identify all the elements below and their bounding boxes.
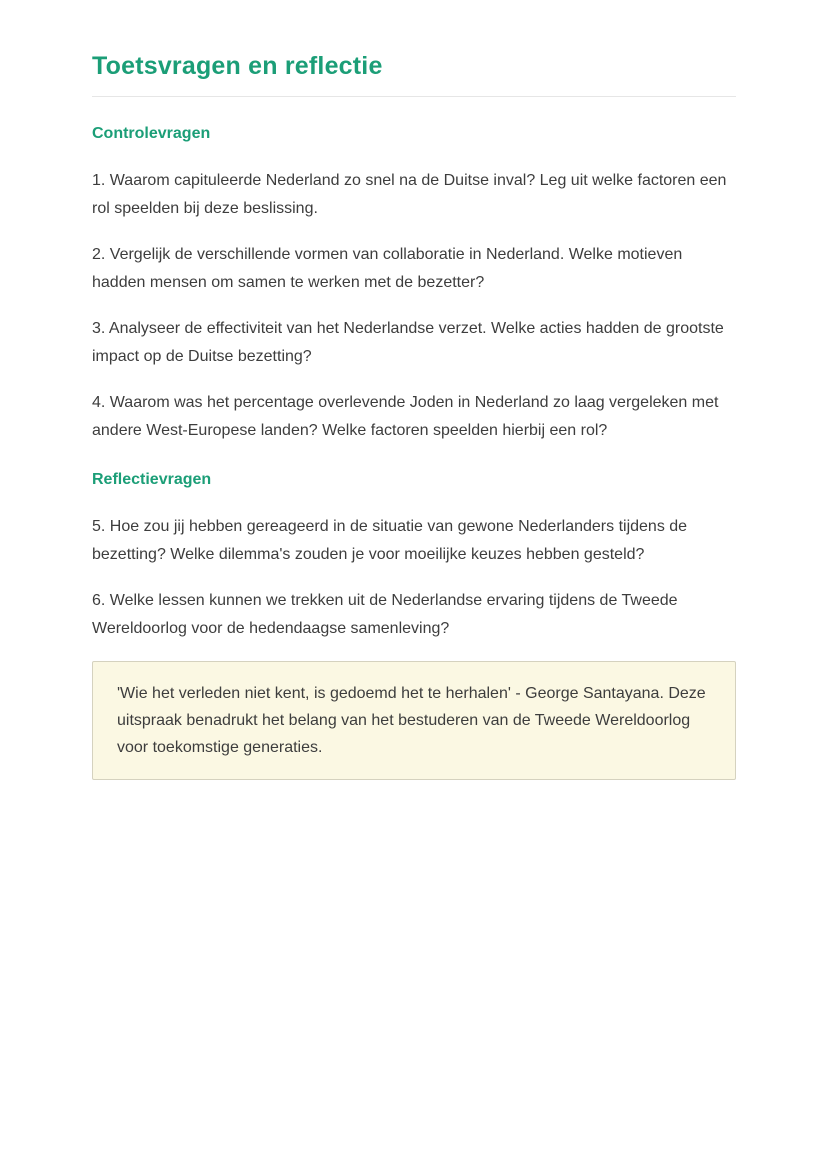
title-divider <box>92 96 736 97</box>
quote-text: 'Wie het verleden niet kent, is gedoemd het te herhalen' - George Santayana. Deze uitspraak benadrukt het belang van het bestuderen van de Tweede Wereldoorlog voor toekomstige generaties. <box>117 685 706 756</box>
quote-box <box>92 661 736 780</box>
document-content <box>92 0 736 780</box>
question-2: 2. Vergelijk de verschillende vormen van collaboratie in Nederland. Welke motieven hadden mensen om samen te werken met de bezetter? <box>92 246 683 291</box>
question-4: 4. Waarom was het percentage overlevende Joden in Nederland zo laag vergeleken met andere West-Europese landen? Welke factoren speelden hierbij een rol? <box>92 394 719 439</box>
page-title: Toetsvragen en reflectie <box>92 52 383 80</box>
question-1: 1. Waarom capituleerde Nederland zo snel na de Duitse inval? Leg uit welke factoren een rol speelden bij deze beslissing. <box>92 172 727 217</box>
section-heading-reflectievragen: Reflectievragen <box>92 471 212 488</box>
question-3: 3. Analyseer de effectiviteit van het Nederlandse verzet. Welke acties hadden de grootste impact op de Duitse bezetting? <box>92 320 724 365</box>
question-6: 6. Welke lessen kunnen we trekken uit de Nederlandse ervaring tijdens de Tweede Wereldoorlog voor de hedendaagse samenleving? <box>92 592 678 637</box>
question-5: 5. Hoe zou jij hebben gereageerd in de situatie van gewone Nederlanders tijdens de bezetting? Welke dilemma's zouden je voor moeilijke keuzes hebben gesteld? <box>92 518 688 563</box>
section-heading-controlevragen: Controlevragen <box>92 125 211 142</box>
